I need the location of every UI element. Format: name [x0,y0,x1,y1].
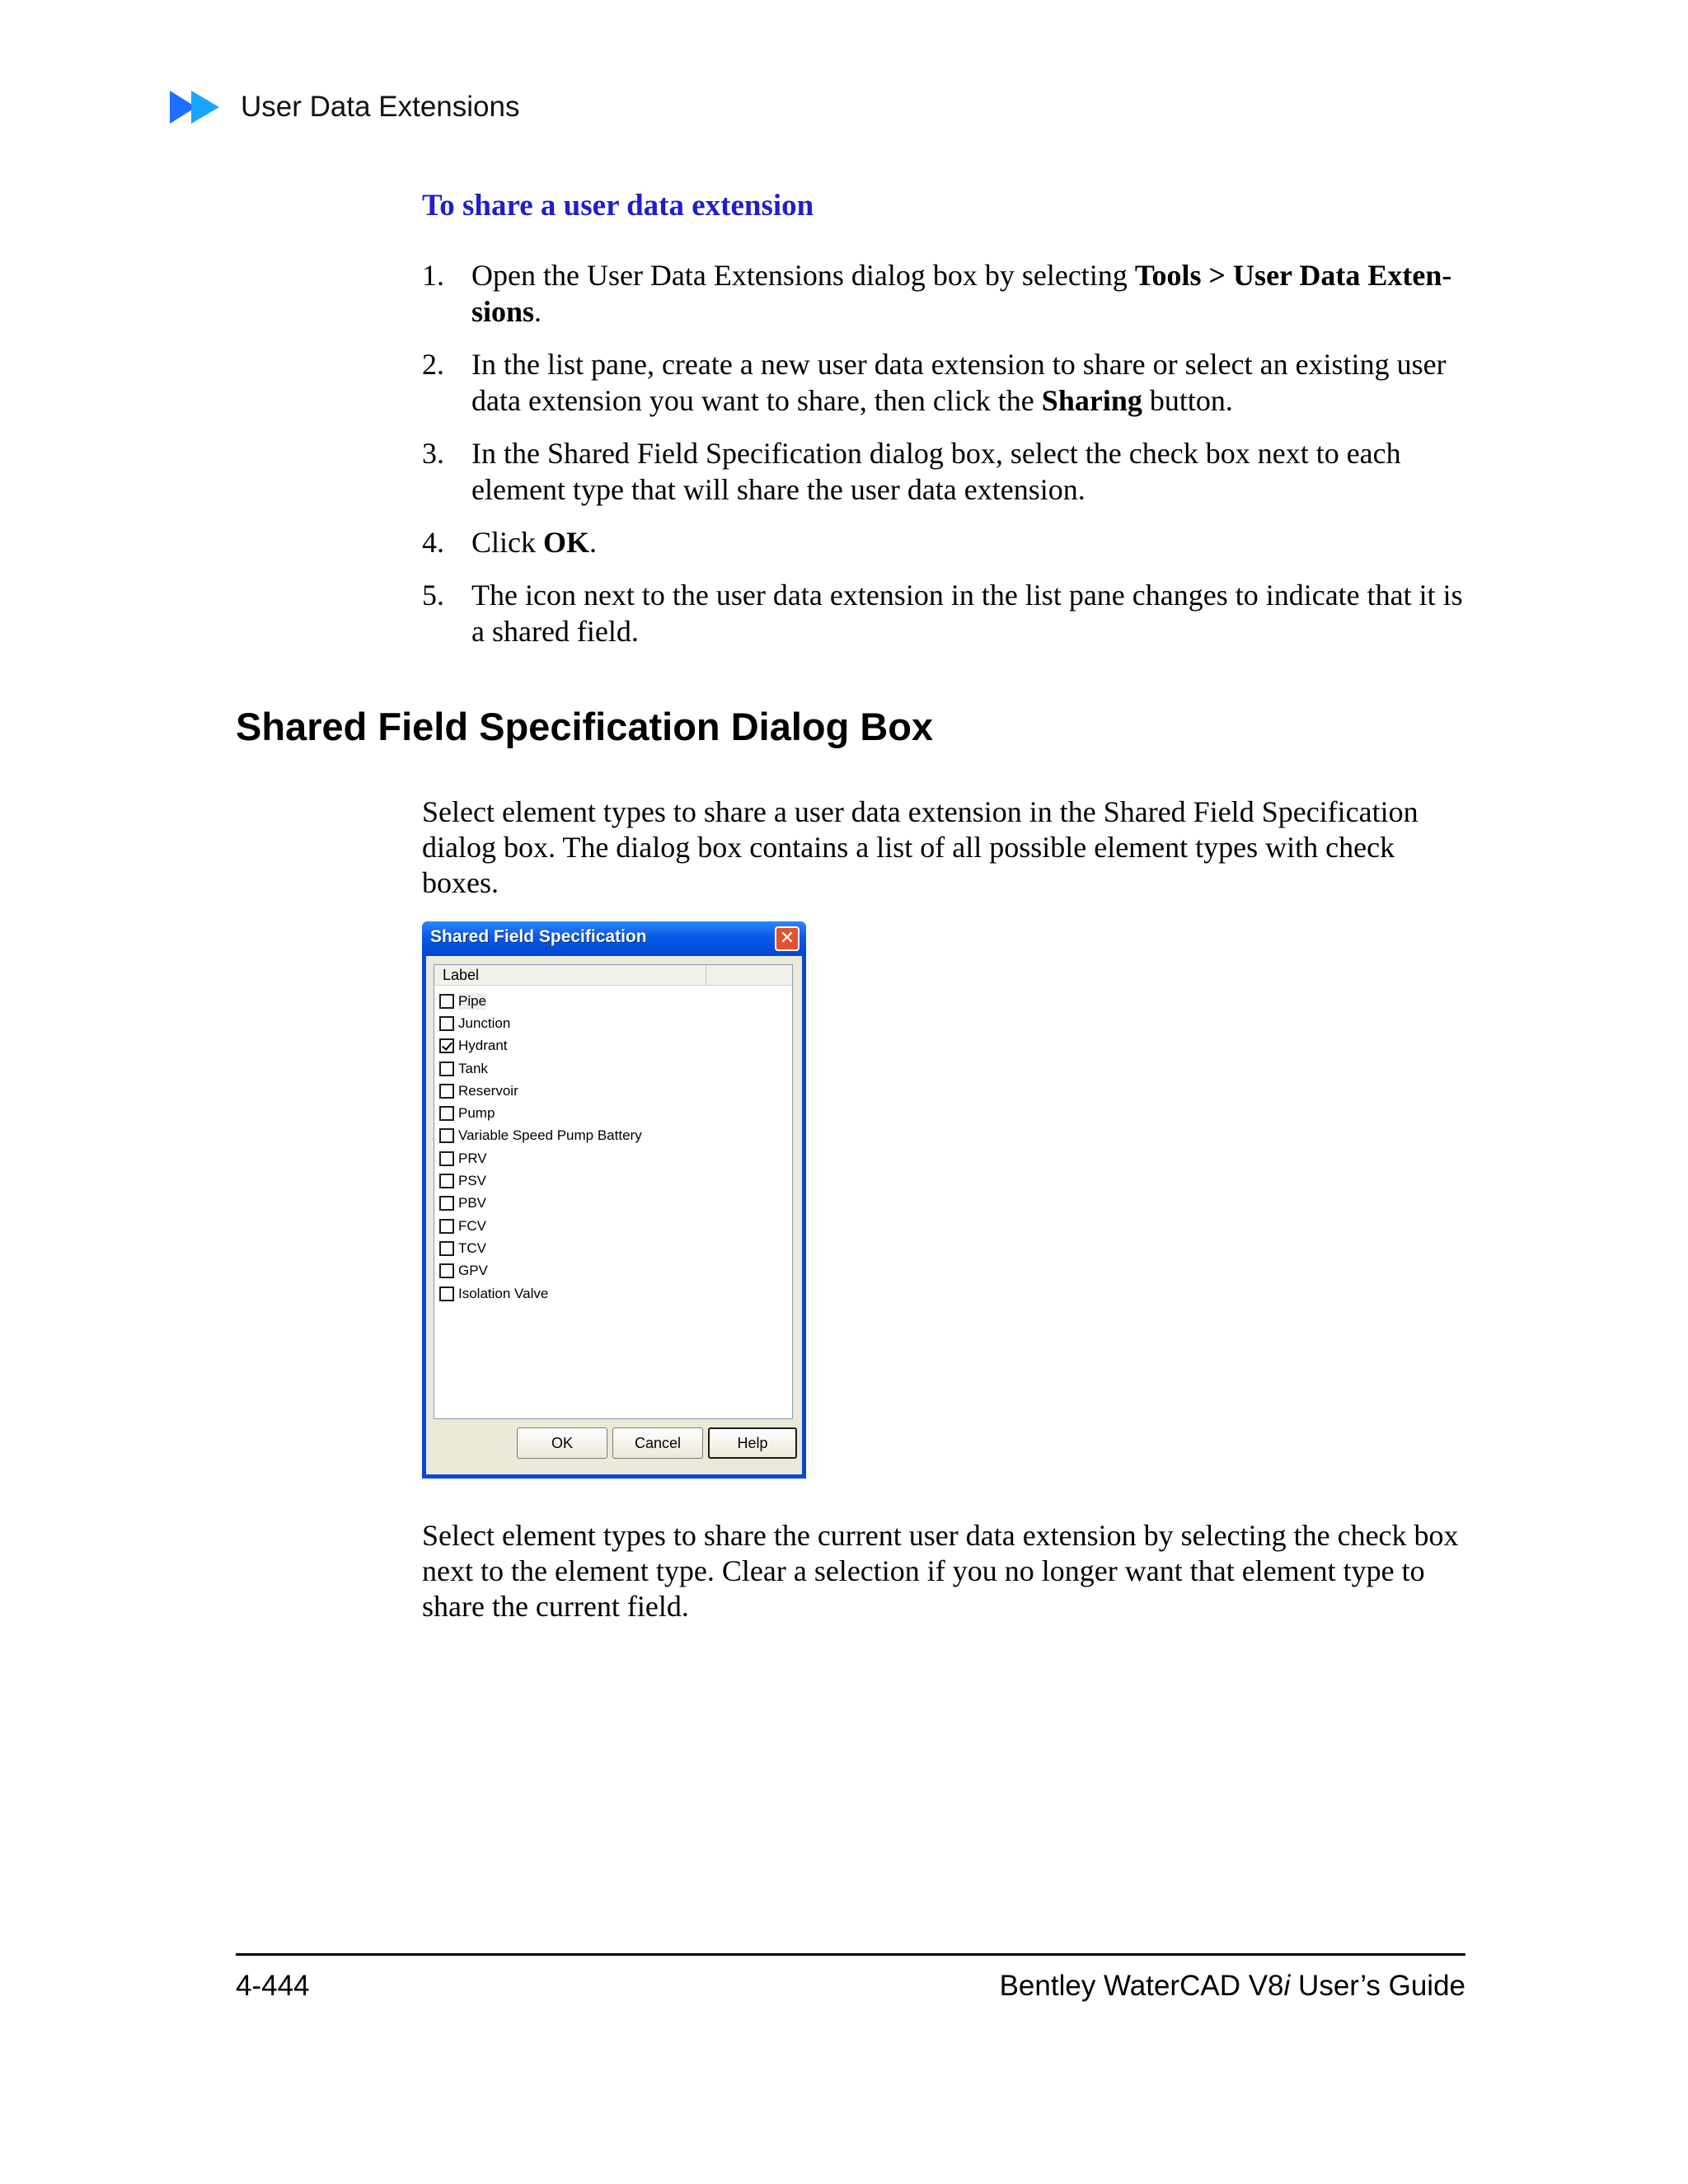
list-item[interactable] [439,1147,642,1169]
step-text-bold: Sharing [1041,384,1142,417]
list-item-label: GPV [458,1263,488,1279]
closing-paragraph: Select element types to share the current user data extension by selecting the check box next to the element type. Clear a selection if you no longer want that element type to share the current field. [422,1519,1459,1623]
step-text-suffix: . [589,526,598,559]
list-item[interactable] [439,990,642,1012]
list-item-label: FCV [458,1217,486,1234]
list-item-label: Pipe [458,992,487,1009]
checkbox[interactable] [439,1084,454,1099]
list-item-label: PRV [458,1150,487,1166]
column-header-label[interactable] [434,965,706,985]
step-text [471,346,1469,419]
list-header [434,965,792,986]
checkbox[interactable] [439,1106,454,1121]
section-title: Shared Field Specification Dialog Box [236,705,934,748]
step-text [471,435,1469,508]
list-item-label: Reservoir [458,1082,518,1099]
step-text-plain: Open the User Data Extensions dialog box by selecting [471,259,1135,292]
list-item[interactable] [439,1035,642,1057]
intro-paragraph: Select element types to share a user data extension in the Shared Field Specification dialog box. The dialog box contains a list of all possible element types with check boxes. [422,795,1418,899]
list-item[interactable] [439,1012,642,1034]
dialog-body [426,956,802,1474]
procedure-step [422,257,1469,330]
guide-title [1000,1970,1465,2003]
header-title: User Data Extensions [241,91,520,123]
step-text-plain: Click [471,526,543,559]
page-number: 4-444 [236,1970,310,2002]
list-items [439,990,642,1305]
step-text-plain: In the Shared Field Specification dialog box, select the check box next to each element type that will share the user data extension. [471,437,1401,506]
procedure-steps [422,257,1469,666]
list-item-label: PSV [458,1173,487,1189]
step-text [471,257,1469,330]
dialog-titlebar[interactable] [422,921,806,956]
checkbox[interactable] [439,1174,454,1188]
step-text-plain: The icon next to the user data extension in the list pane changes to indicate that it is a shared field. [471,579,1463,648]
list-item[interactable] [439,1282,642,1305]
cancel-button[interactable]: Cancel [612,1427,703,1459]
list-item-label: TCV [458,1240,486,1256]
list-item[interactable] [439,1193,642,1215]
checkbox[interactable] [439,1196,454,1211]
list-item[interactable] [439,1125,642,1147]
procedure-step [422,346,1469,419]
step-number: 5. [422,579,444,612]
help-button[interactable]: Help [708,1427,797,1459]
double-arrow-icon [170,89,224,125]
step-text-plain: In the list pane, create a new user data extension to share or select an existing user data extension you want to share, then click the [471,348,1447,417]
checkbox[interactable] [439,1128,454,1143]
step-number: 1. [422,259,444,292]
dialog-title: Shared Field Specification [430,927,647,946]
checkbox-checked[interactable] [439,1038,454,1053]
shared-field-specification-dialog [422,921,806,1479]
list-item-label: Tank [458,1060,488,1076]
step-text-suffix: button. [1142,384,1233,417]
checkbox[interactable] [439,1241,454,1256]
step-number: 2. [422,348,444,381]
list-item-label: Junction [458,1015,511,1031]
running-header [170,87,519,127]
procedure-step [422,577,1469,649]
column-header-empty[interactable] [707,965,792,985]
procedure-title: To share a user data extension [422,189,814,223]
list-item-label: Hydrant [458,1038,508,1054]
procedure-step [422,524,1469,560]
column-header-label-text: Label [443,967,480,983]
ok-button[interactable]: OK [517,1427,607,1459]
footer-divider [236,1953,1465,1956]
close-icon[interactable]: ✕ [775,926,799,951]
list-item-label: Isolation Valve [458,1285,549,1301]
checkbox[interactable] [439,994,454,1009]
list-item[interactable] [439,1237,642,1259]
list-item[interactable] [439,1057,642,1080]
list-item[interactable] [439,1260,642,1282]
step-number: 3. [422,437,444,470]
list-item[interactable] [439,1169,642,1192]
guide-title-italic: i [1283,1970,1291,2002]
checkbox[interactable] [439,1263,454,1278]
list-item-label: Variable Speed Pump Battery [458,1127,642,1144]
list-item-label: Pump [458,1105,495,1122]
checkbox[interactable] [439,1062,454,1076]
step-text-bold: OK [543,526,590,559]
step-text-bold: Tools > User Data Exten-sions [471,259,1452,328]
list-item[interactable] [439,1080,642,1102]
guide-title-post: User’s Guide [1290,1970,1465,2002]
guide-title-pre: Bentley WaterCAD V8 [999,1970,1284,2002]
step-number: 4. [422,526,444,559]
element-type-list[interactable] [434,964,793,1419]
list-item[interactable] [439,1215,642,1237]
step-text-suffix: . [534,295,542,328]
checkbox[interactable] [439,1219,454,1234]
step-text [471,577,1469,649]
list-item[interactable] [439,1102,642,1124]
step-text [471,524,1469,560]
checkbox[interactable] [439,1016,454,1031]
checkbox[interactable] [439,1286,454,1301]
checkbox[interactable] [439,1151,454,1166]
list-item-label: PBV [458,1195,487,1212]
procedure-step [422,435,1469,508]
